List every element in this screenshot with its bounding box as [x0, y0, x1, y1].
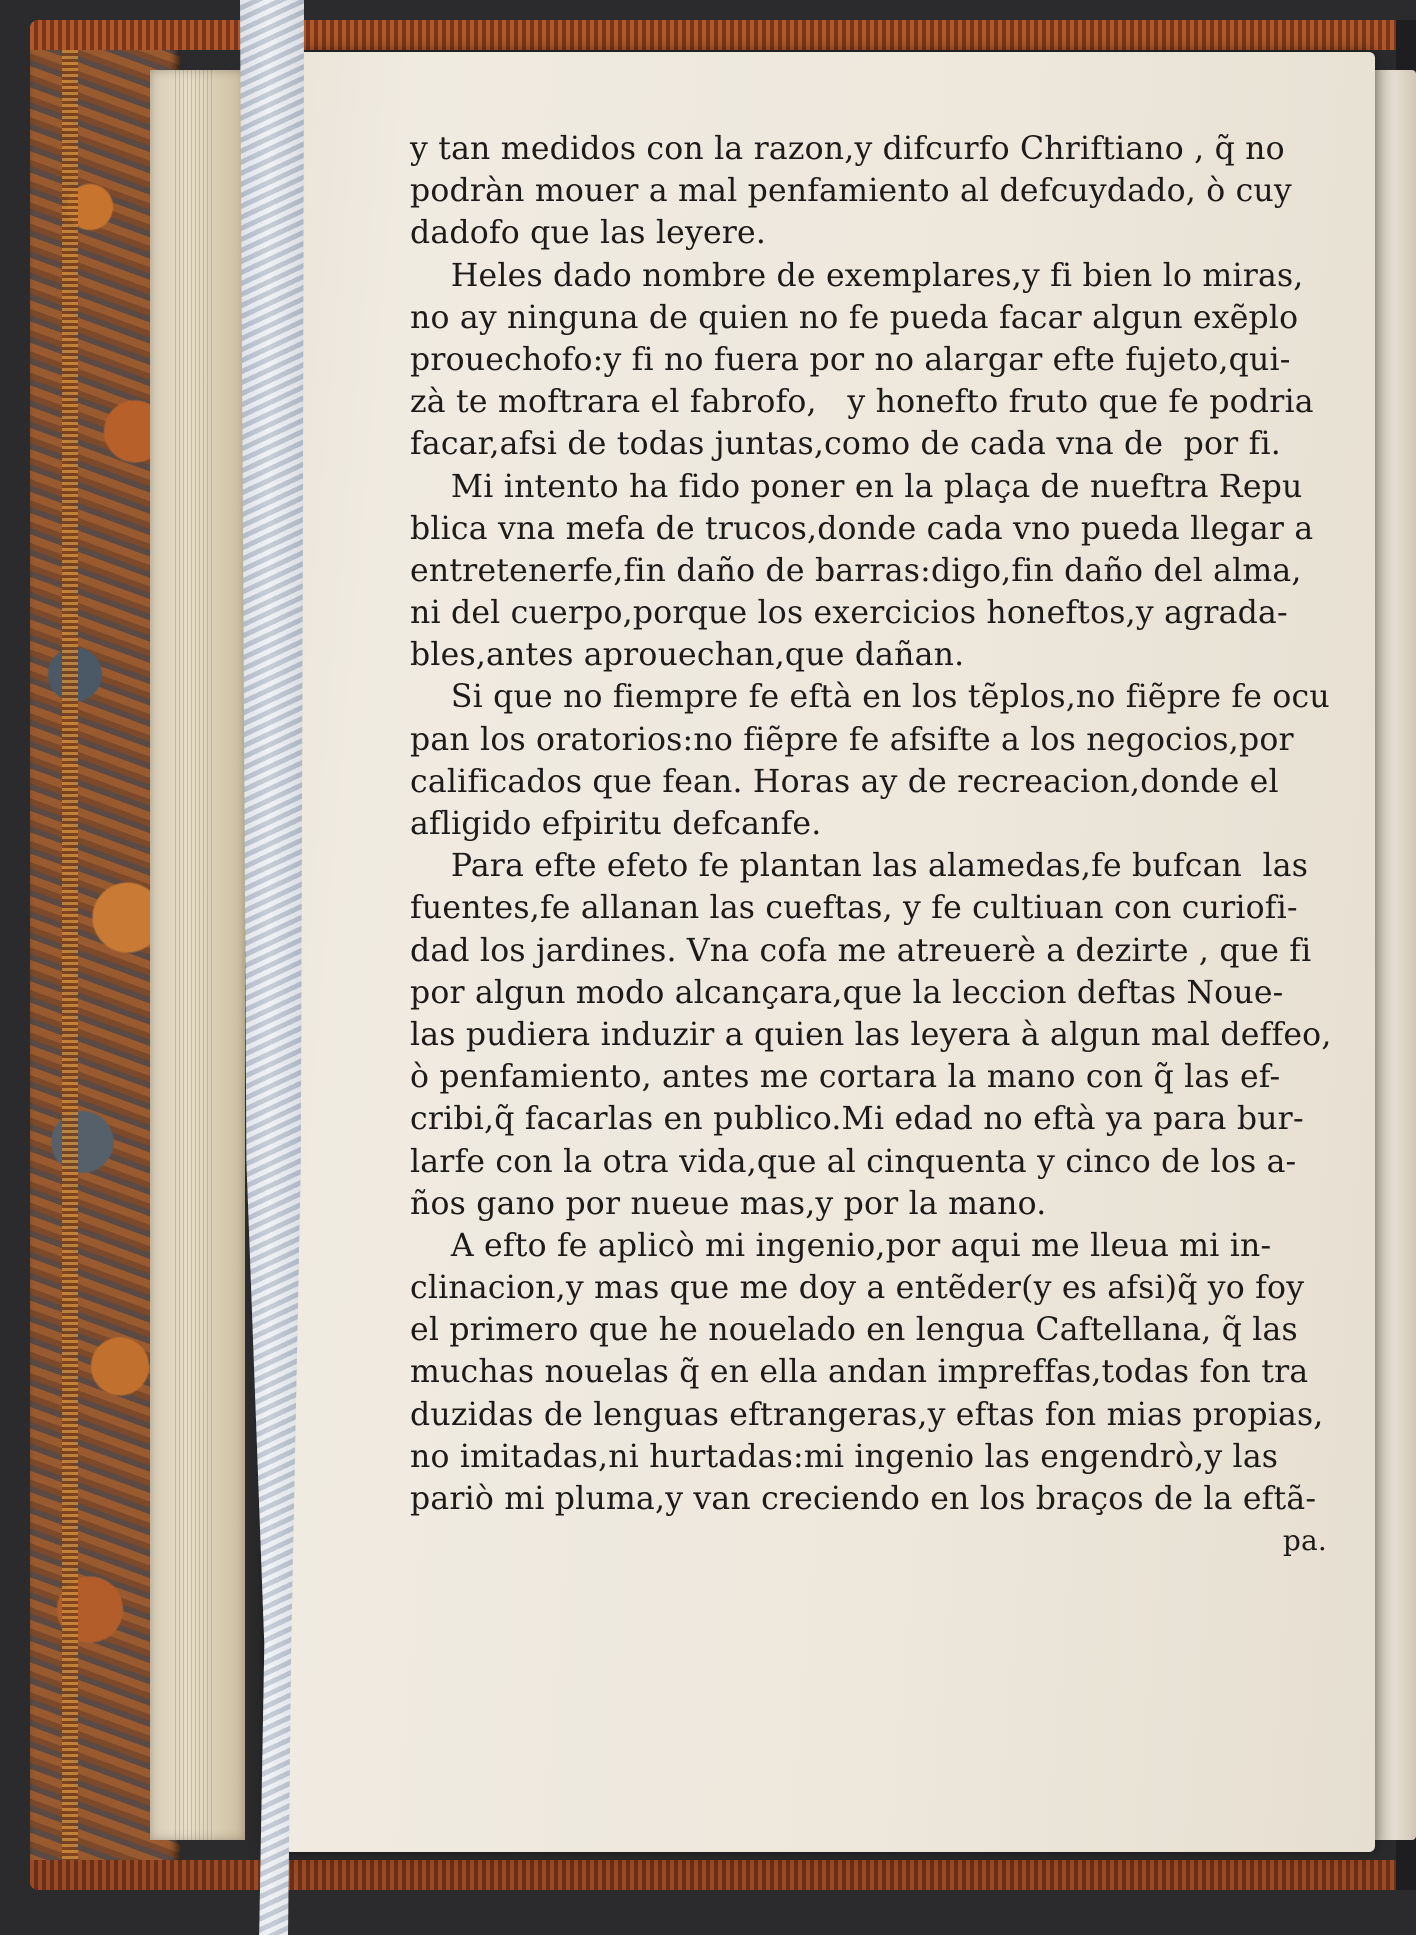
text-line: no imitadas,ni hurtadas:mi ingenio las engendrò,y las — [410, 1438, 1279, 1475]
text-line: Mi intento ha fido poner en la plaça de nueftra Repu — [410, 468, 1303, 505]
text-line: Heles dado nombre de exemplares,y fi bien lo miras, — [410, 257, 1304, 294]
cover-top-edge — [30, 20, 1410, 50]
catchword: pa. — [1282, 1524, 1327, 1558]
text-line: Para efte efeto fe plantan las alamedas,fe bufcan las — [410, 848, 1309, 885]
text-line: A efto fe aplicò mi ingenio,por aqui me lleua mi in- — [410, 1227, 1272, 1264]
text-line: pariò mi pluma,y van creciendo en los braços de la eftã- — [410, 1481, 1317, 1517]
text-line: cribi,q̃ facarlas en publico.Mi edad no eftà ya para bur- — [410, 1101, 1304, 1138]
text-line: ños gano por nueue mas,y por la mano. — [410, 1185, 1047, 1222]
text-line: clinacion,y mas que me doy a entẽder(y es afsi)q̃ yo foy — [410, 1270, 1305, 1307]
text-line: bles,antes aprouechan,que dañan. — [410, 637, 965, 674]
text-line: muchas nouelas q̃ en ella andan impreffas,todas fon tra — [410, 1354, 1309, 1391]
text-line: fuentes,fe allanan las cueftas, y fe cultiuan con curiofi- — [410, 890, 1298, 927]
text-line: el primero que he nouelado en lengua Caftellana, q̃ las — [410, 1312, 1298, 1349]
text-line: ni del cuerpo,porque los exercicios honeftos,y agrada- — [410, 595, 1288, 632]
page-text — [410, 128, 1355, 1562]
text-line: Si que no fiempre fe eftà en los tẽplos,no fiẽpre fe ocu — [410, 679, 1330, 716]
text-line: afligido efpiritu defcanfe. — [410, 806, 822, 842]
text-line: zà te moftrara el fabrofo, y honefto fruto que fe podria — [410, 384, 1314, 421]
text-line: larfe con la otra vida,que al cinquenta y cinco de los a- — [410, 1143, 1297, 1180]
gilt-edge — [62, 20, 78, 1890]
text-line: blica vna mefa de trucos,donde cada vno pueda llegar a — [410, 510, 1314, 547]
text-line: y tan medidos con la razon,y difcurfo Chriftiano , q̃ no — [410, 131, 1285, 167]
text-line: pan los oratorios:no fiẽpre fe afsifte a los negocios,por — [410, 721, 1294, 758]
text-line: dadofo que las leyere. — [410, 215, 767, 252]
text-line: calificados que fean. Horas ay de recreacion,donde el — [410, 763, 1279, 800]
text-line: las pudiera induzir a quien las leyera à algun mal deffeo, — [410, 1016, 1332, 1053]
text-line: dad los jardines. Vna cofa me atreuerè a dezirte , que fi — [410, 932, 1312, 969]
text-line: por algun modo alcançara,que la leccion deftas Noue- — [410, 974, 1284, 1011]
text-line: prouechofo:y fi no fuera por no alargar efte fujeto,qui- — [410, 341, 1291, 378]
text-line: entretenerfe,fin daño de barras:digo,fin daño del alma, — [410, 552, 1302, 589]
text-line: no ay ninguna de quien no fe pueda facar algun exẽplo — [410, 299, 1299, 336]
text-line: facar,afsi de todas juntas,como de cada vna de por fi. — [410, 426, 1281, 463]
cover-bottom-edge — [30, 1860, 1410, 1890]
page-stack-lines — [175, 70, 215, 1840]
text-line: ò penfamiento, antes me cortara la mano con q̃ las ef- — [410, 1059, 1281, 1096]
text-line: duzidas de lenguas eftrangeras,y eftas fon mias propias, — [410, 1396, 1324, 1433]
text-line: podràn mouer a mal penfamiento al defcuydado, ò cuy — [410, 173, 1292, 210]
